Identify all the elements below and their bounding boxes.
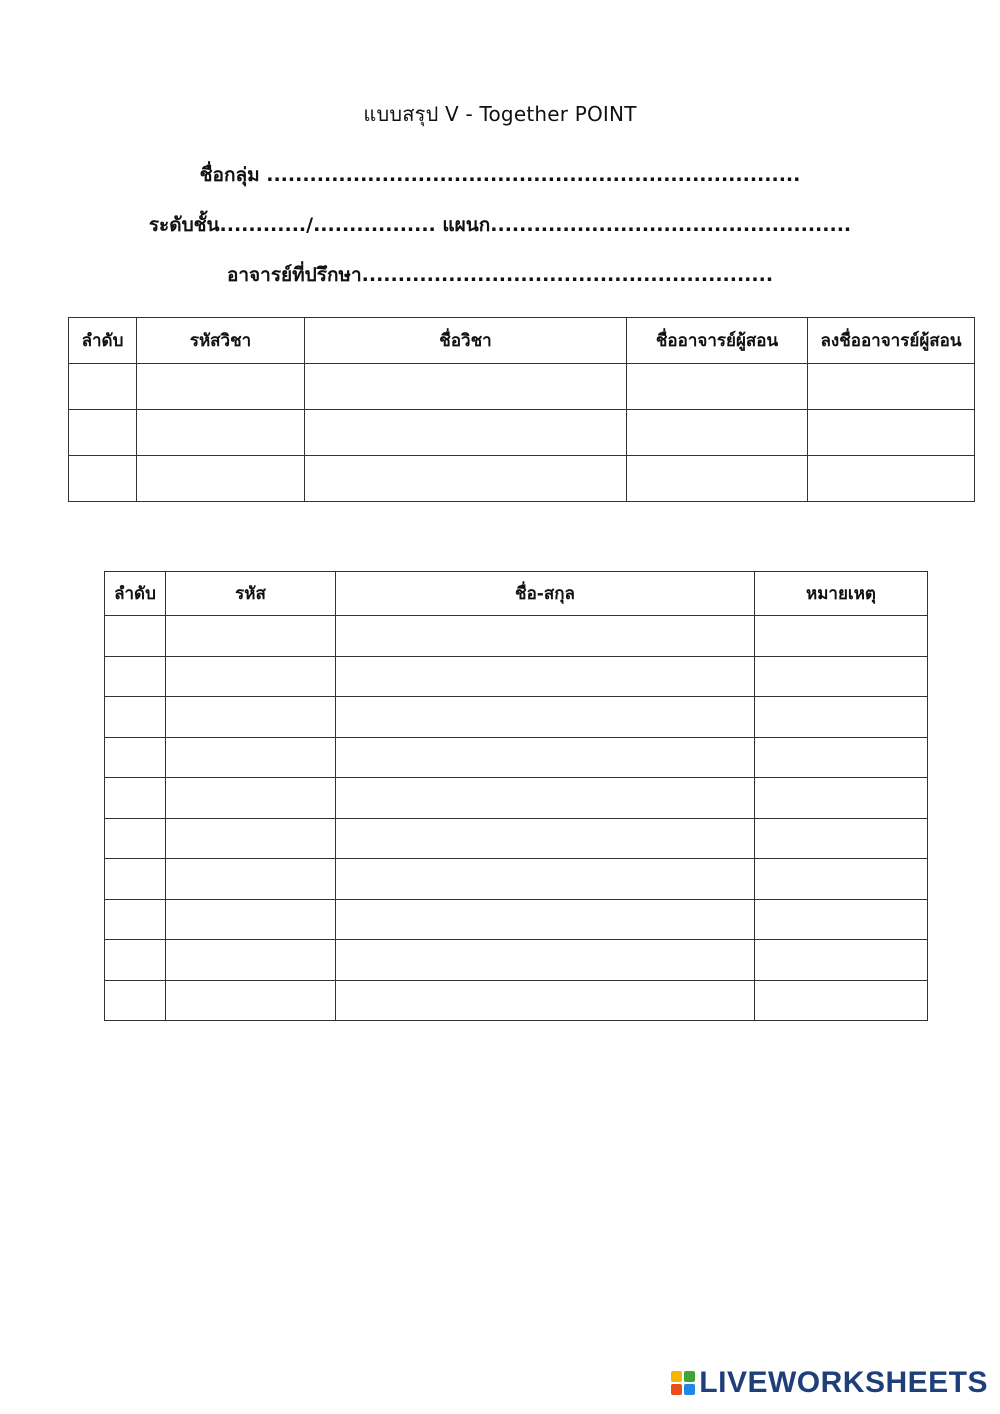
table-row (105, 980, 928, 1021)
logo-square (671, 1384, 682, 1395)
table-cell[interactable] (105, 940, 166, 981)
table-cell[interactable] (105, 818, 166, 859)
table-cell[interactable] (627, 364, 808, 410)
table-cell[interactable] (166, 859, 336, 900)
table-cell[interactable] (69, 364, 137, 410)
subjects-header-no: ลำดับ (69, 318, 137, 364)
table-cell[interactable] (755, 778, 928, 819)
students-header-fullname: ชื่อ-สกุล (336, 572, 755, 616)
table-cell[interactable] (336, 940, 755, 981)
table-cell[interactable] (755, 616, 928, 657)
table-row (105, 778, 928, 819)
table-cell[interactable] (627, 456, 808, 502)
table-cell[interactable] (336, 899, 755, 940)
logo-square (684, 1371, 695, 1382)
logo-square (671, 1371, 682, 1382)
table-cell[interactable] (137, 410, 305, 456)
table-cell[interactable] (105, 778, 166, 819)
table-row (105, 737, 928, 778)
table-row (105, 656, 928, 697)
table-row (105, 899, 928, 940)
table-cell[interactable] (336, 616, 755, 657)
table-cell[interactable] (808, 364, 975, 410)
advisor-field: อาจารย์ที่ปรึกษา......................................................... (226, 264, 774, 286)
liveworksheets-logo-icon (671, 1371, 695, 1395)
table-cell[interactable] (305, 364, 627, 410)
table-cell[interactable] (166, 697, 336, 738)
subjects-table-header-row (69, 318, 975, 364)
table-cell[interactable] (166, 818, 336, 859)
table-cell[interactable] (105, 899, 166, 940)
subjects-header-code: รหัสวิชา (137, 318, 305, 364)
table-cell[interactable] (69, 410, 137, 456)
subjects-table (68, 317, 975, 502)
students-header-no: ลำดับ (105, 572, 166, 616)
table-cell[interactable] (755, 697, 928, 738)
table-cell[interactable] (166, 737, 336, 778)
logo-square (684, 1384, 695, 1395)
liveworksheets-brand (671, 1366, 988, 1400)
table-cell[interactable] (808, 456, 975, 502)
table-cell[interactable] (755, 818, 928, 859)
table-cell[interactable] (627, 410, 808, 456)
students-header-code: รหัส (166, 572, 336, 616)
table-row (105, 818, 928, 859)
table-cell[interactable] (166, 778, 336, 819)
table-cell[interactable] (105, 616, 166, 657)
table-row (105, 859, 928, 900)
table-row (69, 410, 975, 456)
table-cell[interactable] (137, 364, 305, 410)
table-cell[interactable] (808, 410, 975, 456)
table-cell[interactable] (166, 899, 336, 940)
table-cell[interactable] (755, 980, 928, 1021)
table-cell[interactable] (336, 737, 755, 778)
table-cell[interactable] (336, 980, 755, 1021)
table-cell[interactable] (105, 980, 166, 1021)
subjects-header-name: ชื่อวิชา (305, 318, 627, 364)
table-cell[interactable] (755, 656, 928, 697)
table-cell[interactable] (336, 778, 755, 819)
liveworksheets-wordmark: LIVEWORKSHEETS (699, 1366, 988, 1399)
table-cell[interactable] (336, 818, 755, 859)
table-cell[interactable] (166, 940, 336, 981)
table-cell[interactable] (166, 656, 336, 697)
table-cell[interactable] (755, 899, 928, 940)
table-cell[interactable] (69, 456, 137, 502)
subjects-header-signature: ลงชื่ออาจารย์ผู้สอน (808, 318, 975, 364)
group-name-field: ชื่อกลุ่ม .......................................................................... (199, 164, 801, 186)
table-row (69, 456, 975, 502)
students-header-remark: หมายเหตุ (755, 572, 928, 616)
table-cell[interactable] (336, 697, 755, 738)
table-cell[interactable] (105, 656, 166, 697)
students-table-header-row (105, 572, 928, 616)
table-row (105, 940, 928, 981)
table-cell[interactable] (105, 737, 166, 778)
table-cell[interactable] (166, 980, 336, 1021)
subjects-header-teacher: ชื่ออาจารย์ผู้สอน (627, 318, 808, 364)
table-cell[interactable] (105, 859, 166, 900)
table-cell[interactable] (105, 697, 166, 738)
level-department-field: ระดับชั้น............/................. แผนก.................................................. (148, 214, 852, 236)
table-cell[interactable] (755, 859, 928, 900)
table-cell[interactable] (755, 940, 928, 981)
students-table (104, 571, 928, 1021)
table-cell[interactable] (755, 737, 928, 778)
table-cell[interactable] (305, 410, 627, 456)
table-row (105, 697, 928, 738)
table-cell[interactable] (336, 859, 755, 900)
table-cell[interactable] (137, 456, 305, 502)
table-row (105, 616, 928, 657)
table-cell[interactable] (336, 656, 755, 697)
page-title: แบบสรุป V - Together POINT (363, 102, 637, 126)
table-cell[interactable] (305, 456, 627, 502)
table-cell[interactable] (166, 616, 336, 657)
table-row (69, 364, 975, 410)
